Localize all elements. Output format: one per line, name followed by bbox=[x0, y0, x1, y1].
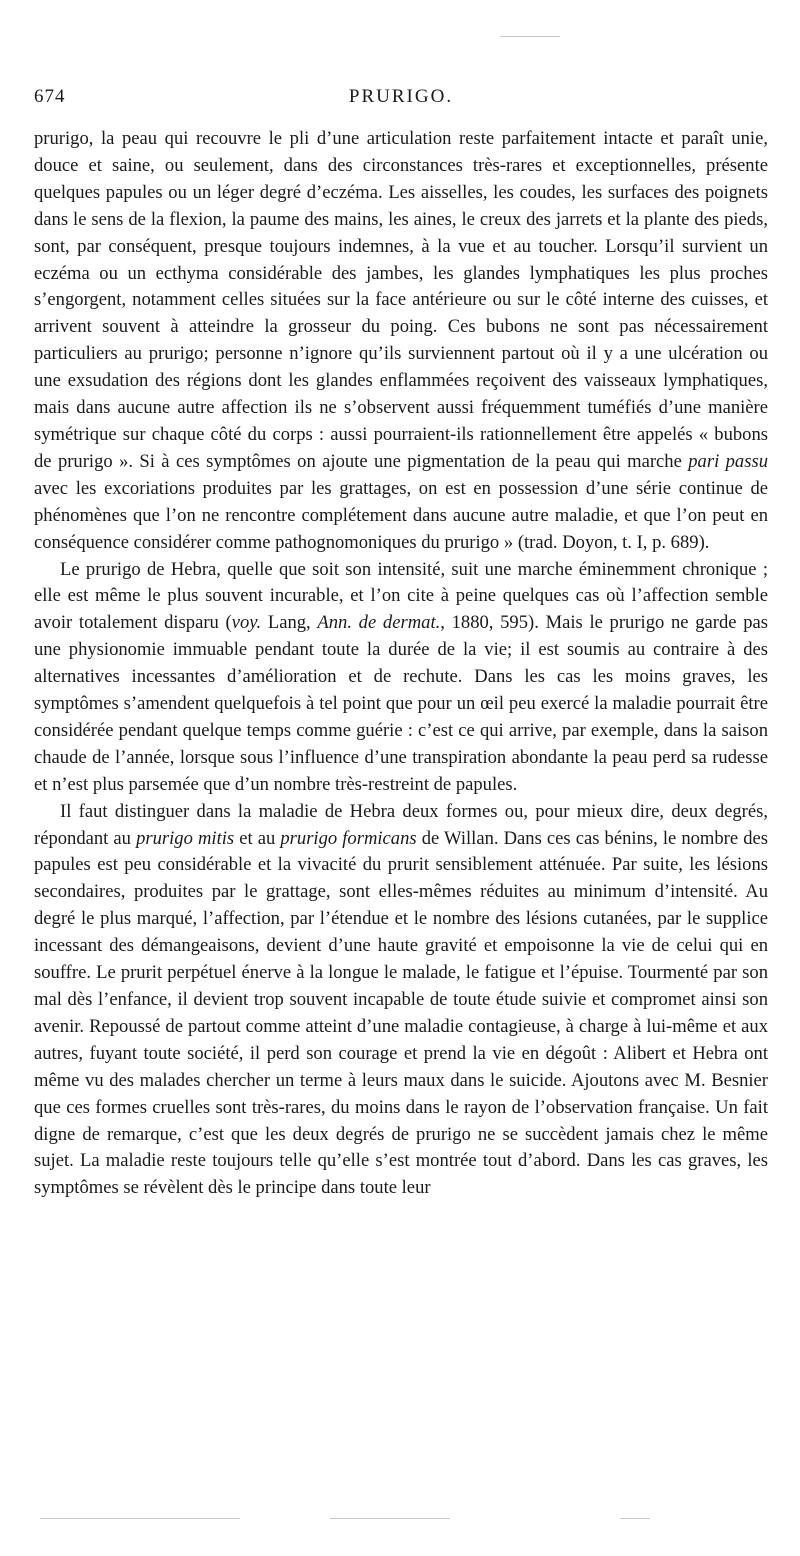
paragraph bbox=[34, 799, 768, 1203]
scan-artifact bbox=[330, 1518, 450, 1519]
paragraph bbox=[34, 126, 768, 557]
text-run: et au bbox=[234, 827, 281, 849]
italic-run: prurigo mitis bbox=[136, 827, 235, 849]
scan-artifact bbox=[500, 36, 560, 37]
paragraph bbox=[34, 557, 768, 799]
italic-run: pari passu bbox=[688, 450, 769, 472]
italic-run: prurigo formicans bbox=[280, 827, 417, 849]
page-number: 674 bbox=[34, 86, 66, 107]
text-run: , 1880, 595). Mais le prurigo ne garde pas une physionomie immuable pendant toute la durée de la vie; il est soumis au contraire à des alternatives incessantes d’amélioration et de rechute. Dans les cas les moins graves, les symptômes s’amendent quelquefois à tel point que pour un œil peu exercé la maladie pourrait être considérée pendant quelque temps comme guérie : c’est ce qui arrive, par exemple, dans la saison chaude de l’année, lorsque sous l’influence d’une transpiration abondante la peau perd sa rudesse et n’est plus parsemée que d’un nombre très-restreint de papules. bbox=[34, 612, 769, 795]
text-run: Lang, bbox=[261, 612, 318, 634]
scan-artifact bbox=[620, 1518, 650, 1519]
text-run: Il faut distinguer dans la maladie de Hebra deux formes ou, pour mieux dire, deux degrés, répondant au bbox=[34, 800, 768, 849]
scan-artifact bbox=[40, 1518, 240, 1519]
italic-run: voy. bbox=[231, 612, 262, 634]
page-header bbox=[34, 86, 768, 116]
text-run: de Willan. Dans ces cas bénins, le nombre des papules est peu considérable et la vivacité du prurit sensiblement atténuée. Par suite, les lésions secondaires, produites par le grattage, sont elles-mêmes réduites au minimum d’intensité. Au degré le plus marqué, l’affection, par l’étendue et le nombre des lésions cutanées, par le supplice incessant des démangeaisons, devient d’une haute gravité et empoisonne la vie de celui qui en souffre. Le prurit perpétuel énerve à la longue le malade, le fatigue et l’épuise. Tourmenté par son mal dès l’enfance, il devient trop souvent incapable de toute étude suivie et compromet ainsi son avenir. Repoussé de partout comme atteint d’une maladie contagieuse, à charge à lui-même et aux autres, fuyant toute société, il perd son courage et prend la vie en dégoût : Alibert et Hebra ont même vu des malades chercher un terme à leurs maux dans le suicide. Ajoutons avec M. Besnier que ces formes cruelles sont très-rares, du moins dans le rayon de l’observation française. Un fait digne de remarque, c’est que les deux degrés de prurigo ne se succèdent jamais chez le même sujet. La maladie reste toujours telle qu’elle s’est montrée tout d’abord. Dans les cas graves, les symptômes se révèlent dès le principe dans toute leur bbox=[34, 827, 768, 1199]
text-run: avec les excoriations produites par les grattages, on est en possession d’une série continue de phénomènes que l’on ne rencontre complétement dans aucune autre maladie, et que l’on peut en conséquence considérer comme pathognomoniques du prurigo » (trad. Doyon, t. I, p. 689). bbox=[34, 477, 768, 553]
text-run: prurigo, la peau qui recouvre le pli d’une articulation reste parfaitement intacte et paraît unie, douce et saine, ou seulement, dans des circonstances très-rares et exceptionnelles, présente quelques papules ou un léger degré d’eczéma. Les aisselles, les coudes, les surfaces des poignets dans le sens de la flexion, la paume des mains, les aines, le creux des jarrets et la plante des pieds, sont, par conséquent, presque toujours indemnes, à la vue et au toucher. Lorsqu’il survient un eczéma ou un ecthyma considérable des jambes, les glandes lymphatiques les plus proches s’engorgent, notamment celles situées sur la face antérieure ou sur le côté interne des cuisses, et arrivent souvent à atteindre la grosseur du poing. Ces bubons ne sont pas nécessairement particuliers au prurigo; personne n’ignore qu’ils surviennent partout où il y a une ulcération ou une exsudation des régions dont les glandes enflammées reçoivent des vaisseaux lymphatiques, mais dans aucune autre affection ils ne s’observent aussi fréquemment tuméfiés d’une manière symétrique sur chaque côté du corps : aussi pourraient-ils rationnellement être appelés « bubons de prurigo ». Si à ces symptômes on ajoute une pigmentation de la peau qui marche bbox=[34, 128, 768, 472]
text-run: Le prurigo de Hebra, quelle que soit son intensité, suit une marche éminemment chronique ; elle est même le plus souvent incurable, et l’on cite à peine quelques cas où l’affection semble avoir totalement disparu ( bbox=[34, 558, 768, 634]
italic-run: Ann. de dermat. bbox=[317, 612, 441, 634]
running-head: PRURIGO. bbox=[348, 86, 454, 107]
body-text bbox=[34, 126, 768, 1202]
